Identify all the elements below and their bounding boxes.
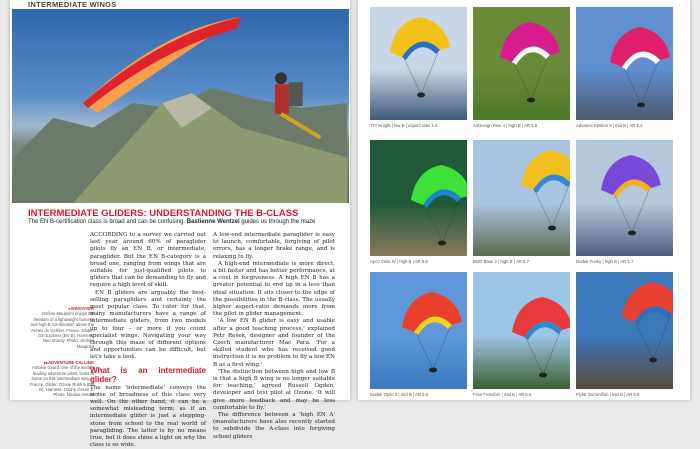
paraglider-icon [473, 7, 570, 120]
glider-photo [576, 272, 673, 389]
paragraph: 'A low EN B glider is easy and usable after a good teaching process,' explained Petr Rešek, designer and founder of the Czech manufacturer Mac Para. 'For a skilled student who has received good instruction it is no problem to fly a low EN B as a first wing.' [213, 318, 335, 368]
paragraph: A low-end intermediate paraglider is easy to launch, comfortable, forgiving of pilot errors, has a longer brake range, and is relaxing to fly. [213, 232, 335, 260]
left-page [10, 0, 350, 449]
paraglider-icon [473, 272, 570, 389]
dek-text-end: guides us through the maze [239, 219, 316, 225]
caption-text: Jérôme Maupoint enjoys the freedom of a lightweight harness and high-B combination above the Arêtes du Gerbier, France. Glider: Gin Explorer (EN B). Harness: Neo Shooty. Photo: Jérôme Maupoint [30, 311, 94, 349]
dek-text: The EN B-certification class is broad and can be confusing. [28, 219, 187, 225]
paragraph: The difference between a 'high EN A' (manufacturers have also recently started to subdivide the A-class into forgiving school gliders [213, 412, 335, 440]
photo-caption: Advance Epsilon 8 | mid B | AR 5.2 [576, 123, 643, 128]
dek-author: Bastienne Wentzel [186, 219, 240, 225]
photo-caption: 777 Knight | low B | aspect ratio 5.4 [370, 123, 438, 128]
photo-caption: AirDesign Rise 4 | high B | AR 5.8 [473, 123, 538, 128]
photo-caption-wingover [30, 306, 94, 349]
photo-caption: Flyfat Gummifluh | mid B | AR 5.9 [576, 392, 640, 397]
caption-text: Antoine Girard, one of the world's leading adventure pilots, looks at home on this intermediate wing in France. Glider: Ozone Rush 5 (EN B). Harness: Ozone Ozium 2. Photo: Nicolas Assael [30, 365, 95, 398]
right-page [358, 0, 690, 400]
photo-caption: BGD Base 2 | high B | AR 5.7 [473, 259, 529, 264]
glider-photo [473, 140, 570, 256]
paraglider-icon [576, 272, 673, 389]
paragraph: The name 'intermediate' conveys the sense of broadness of this class very well. On the other hand, it can be a somewhat misleading term; as if an intermediate glider is just a stepping-stone from school to the real world of paragliding. The latter is by no means true, but it does shine a light on why the class is so wide. [90, 384, 206, 449]
photo-caption: Dudek Optic 2 | mid B | AR 5.5 [370, 392, 429, 397]
article-title: INTERMEDIATE GLIDERS: UNDERSTANDING THE B-CLASS [28, 208, 299, 219]
glider-photo [370, 140, 467, 256]
photo-caption: Flow Freedom | mid B | AR 5.6 [473, 392, 532, 397]
paragraph: ACCORDING to a survey we carried out last year around 60% of paraglider pilots fly an EN B, or intermediate, paraglider. But the EN B-category is a broad one, ranging from wings that are suitable for just-qualified pilots to gliders that can be demanding to fly and require a high level of skill. [90, 232, 206, 289]
body-column-1 [90, 232, 206, 449]
paraglider-icon [370, 140, 467, 256]
paragraph: EN B gliders are arguably the best-selling paragliders and certainly the most popular class. To cater for that, many manufacturers have a range of intermediate gliders, from two models up to four – or more if you count specialist wings. Navigating your way through this maze of different options and opportunities can be difficult, but let's take a look. [90, 289, 206, 361]
hero-photo [12, 9, 349, 203]
paraglider-icon [370, 7, 467, 120]
subheading: What is an intermediate glider? [90, 365, 206, 384]
caption-label: ▸WINGOVER [68, 306, 94, 311]
article-dek [28, 219, 315, 225]
glider-photo [370, 272, 467, 389]
glider-photo [473, 272, 570, 389]
hero-illustration [12, 9, 349, 203]
body-column-2 [213, 232, 335, 441]
glider-photo [473, 7, 570, 120]
running-head: INTERMEDIATE WINGS [28, 0, 117, 9]
photo-caption: Dudek Funky | high B | AR 5.7 [576, 259, 634, 264]
paragraph: 'The distinction between high and low B is that a high B wing is no longer suitable for teaching,' agreed Russell Ogden, developer and test pilot at Ozone. 'It will give more feedback and may be less comfortable to fly.' [213, 368, 335, 411]
glider-photo [576, 7, 673, 120]
caption-label: ▸▸ADVENTURE CALLING [43, 360, 94, 365]
glider-photo [370, 7, 467, 120]
paragraph: A high-end intermediate is more direct, a bit faster and has better performance, at a cost in forgiveness. A high EN B has a greater potential to end up in a less than ideal situation. It sits closer to the edge of the possibilities in the B-class. The usually higher aspect-ratio demands more from the pilot in glider management. [213, 260, 335, 318]
photo-caption-adventure [30, 360, 94, 398]
paraglider-icon [370, 272, 467, 389]
paraglider-icon [576, 140, 673, 256]
paraglider-icon [576, 7, 673, 120]
glider-photo [576, 140, 673, 256]
photo-caption: Apco Vista IV | high B | AR 5.6 [370, 259, 428, 264]
paraglider-icon [473, 140, 570, 256]
